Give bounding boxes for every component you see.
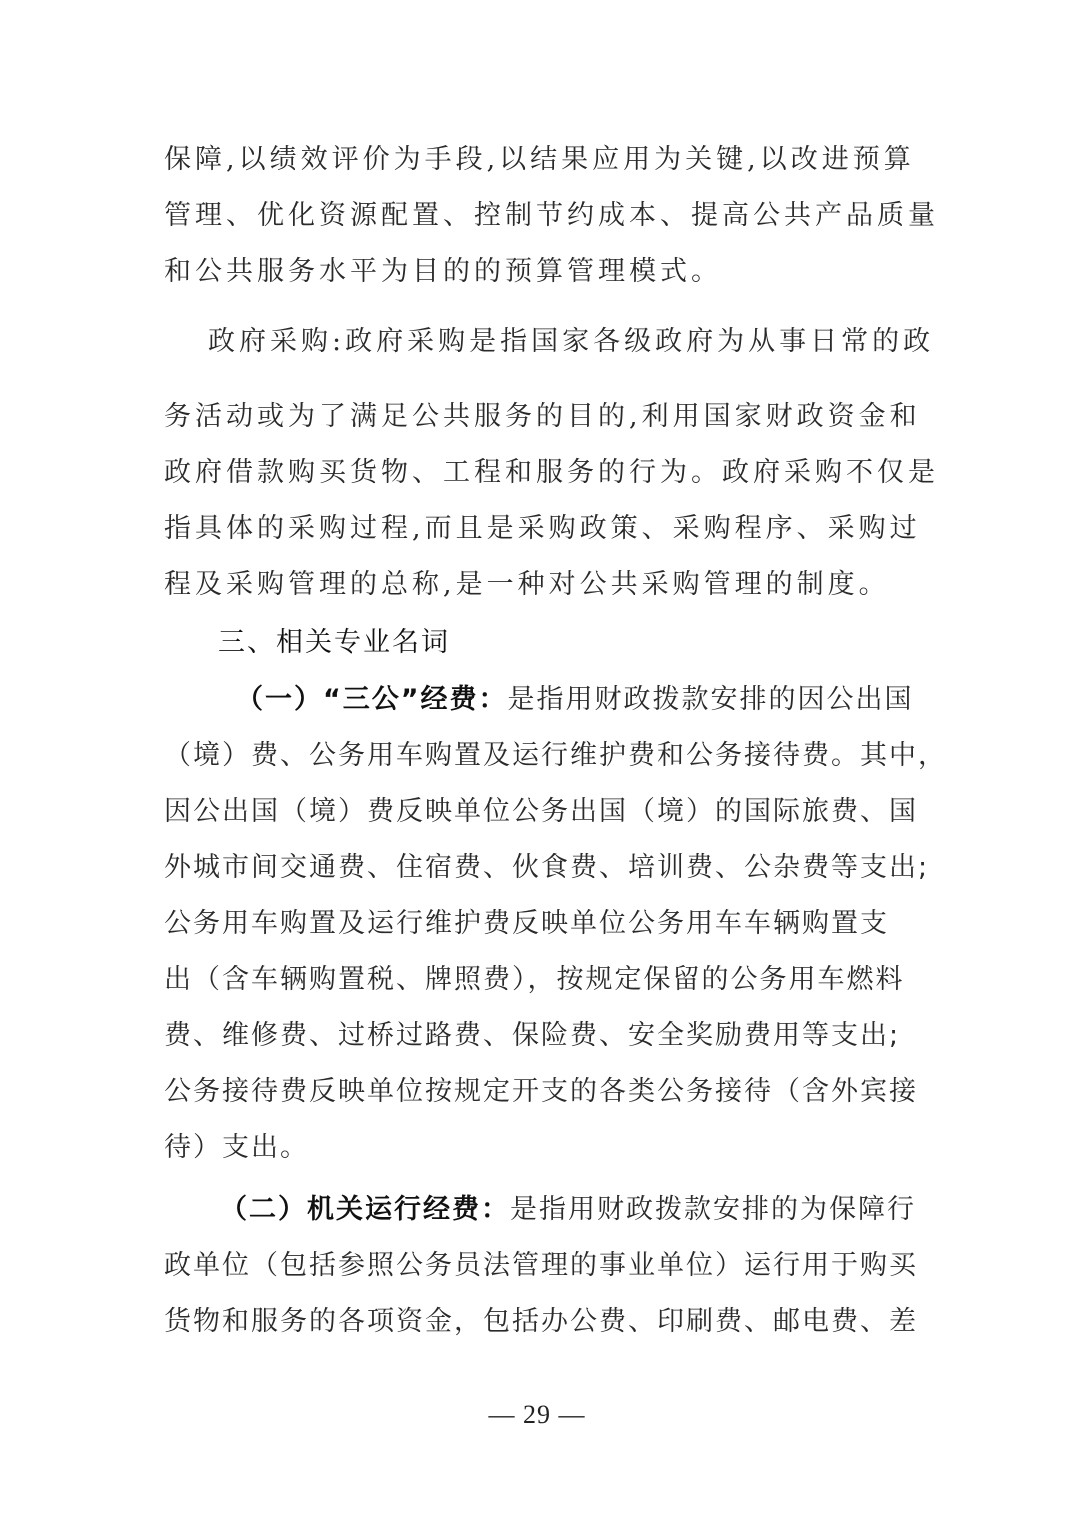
- paragraph-line: 程及采购管理的总称,是一种对公共采购管理的制度。: [164, 569, 890, 600]
- procurement-definition-line: 政府采购:政府采购是指国家各级政府为从事日常的政: [208, 326, 935, 357]
- item-first-line: [236, 680, 986, 720]
- section-heading: 三、相关专业名词: [218, 627, 450, 658]
- paragraph-line: 货物和服务的各项资金，包括办公费、印刷费、邮电费、差: [164, 1306, 918, 1337]
- paragraph-line: 和公共服务水平为目的的预算管理模式。: [164, 256, 722, 287]
- item-definition-start: 是指用财政拨款安排的因公出国: [507, 684, 914, 715]
- page-number: — 29 —: [488, 1400, 586, 1429]
- paragraph-line: 因公出国（境）费反映单位公务出国（境）的国际旅费、国: [164, 796, 918, 827]
- item-term: （一）“三公”经费：: [236, 684, 508, 715]
- paragraph-line: 费、维修费、过桥过路费、保险费、安全奖励费用等支出;: [164, 1020, 901, 1051]
- paragraph-line: 政府借款购买货物、工程和服务的行为。政府采购不仅是: [164, 457, 939, 488]
- paragraph-line: 务活动或为了满足公共服务的目的,利用国家财政资金和: [164, 401, 921, 432]
- paragraph-line: 外城市间交通费、住宿费、伙食费、培训费、公杂费等支出;: [164, 852, 930, 883]
- paragraph-line: 出（含车辆购置税、牌照费），按规定保留的公务用车燃料: [164, 964, 905, 995]
- paragraph-line: 公务接待费反映单位按规定开支的各类公务接待（含外宾接: [164, 1076, 918, 1107]
- paragraph-line: 管理、优化资源配置、控制节约成本、提高公共产品质量: [164, 200, 939, 231]
- item-definition-start: 是指用财政拨款安排的为保障行: [510, 1194, 916, 1225]
- paragraph-line: （境）费、公务用车购置及运行维护费和公务接待费。其中，: [164, 740, 947, 771]
- paragraph-line: 政单位（包括参照公务员法管理的事业单位）运行用于购买: [164, 1250, 918, 1281]
- item-first-line: [220, 1190, 970, 1230]
- paragraph-line: 公务用车购置及运行维护费反映单位公务用车车辆购置支: [164, 908, 889, 939]
- paragraph-line: 保障,以绩效评价为手段,以结果应用为关键,以改进预算: [164, 144, 915, 175]
- paragraph-line: 指具体的采购过程,而且是采购政策、采购程序、采购过: [164, 513, 921, 544]
- paragraph-line: 待）支出。: [164, 1132, 309, 1163]
- item-term: （二）机关运行经费：: [220, 1194, 510, 1225]
